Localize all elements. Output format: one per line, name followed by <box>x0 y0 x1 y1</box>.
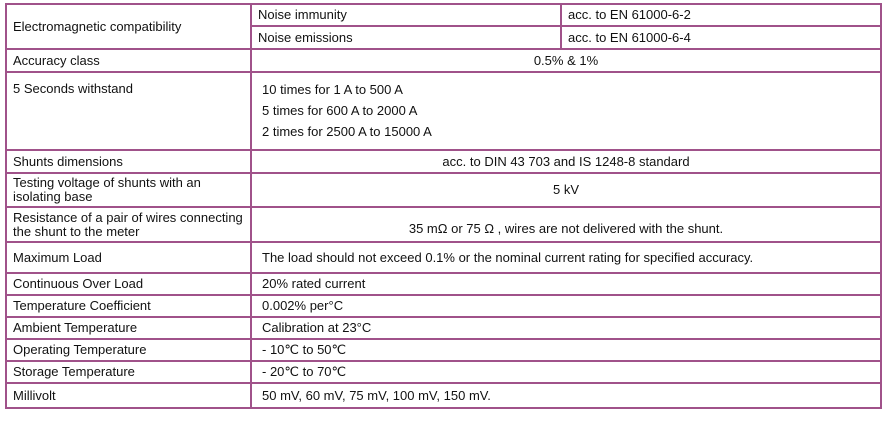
row-label-emc: Electromagnetic compatibility <box>6 4 251 49</box>
row-label-testing <box>6 173 251 207</box>
table-row <box>6 295 881 317</box>
table-row <box>6 72 881 150</box>
row-label-operating: Operating Temperature <box>6 339 251 361</box>
table-row <box>6 4 881 26</box>
table-row <box>6 150 881 173</box>
row-label-accuracy: Accuracy class <box>6 49 251 72</box>
ambient-value: Calibration at 23°C <box>251 317 881 339</box>
max-load-value: The load should not exceed 0.1% or the nominal current rating for specified accuracy. <box>251 242 881 273</box>
dimensions-value: acc. to DIN 43 703 and IS 1248-8 standard <box>251 150 881 173</box>
accuracy-value: 0.5% & 1% <box>251 49 881 72</box>
row-label-millivolt: Millivolt <box>6 383 251 408</box>
noise-emissions-value: acc. to EN 61000-6-4 <box>561 26 881 49</box>
resistance-label-text: Resistance of a pair of wires connecting the shunt to the meter <box>13 209 243 239</box>
withstand-value <box>251 72 881 150</box>
table-row <box>6 273 881 295</box>
table-row <box>6 207 881 242</box>
row-label-dimensions: Shunts dimensions <box>6 150 251 173</box>
row-label-ambient: Ambient Temperature <box>6 317 251 339</box>
table-row <box>6 317 881 339</box>
row-label-withstand: 5 Seconds withstand <box>6 72 251 150</box>
millivolt-value: 50 mV, 60 mV, 75 mV, 100 mV, 150 mV. <box>251 383 881 408</box>
row-label-max-load: Maximum Load <box>6 242 251 273</box>
table-row <box>6 339 881 361</box>
row-label-resistance <box>6 207 251 242</box>
testing-value: 5 kV <box>251 173 881 207</box>
table-row <box>6 242 881 273</box>
table-row <box>6 361 881 383</box>
over-load-value: 20% rated current <box>251 273 881 295</box>
testing-label-text: Testing voltage of shunts with an isolating base <box>13 175 201 204</box>
resistance-value: 35 mΩ or 75 Ω , wires are not delivered with the shunt. <box>251 207 881 242</box>
noise-immunity-value: acc. to EN 61000-6-2 <box>561 4 881 26</box>
specifications-table <box>5 3 882 409</box>
table-row <box>6 49 881 72</box>
row-label-temp-coeff: Temperature Coefficient <box>6 295 251 317</box>
withstand-line: 5 times for 600 A to 2000 A <box>262 103 418 118</box>
table-row <box>6 383 881 408</box>
withstand-line: 2 times for 2500 A to 15000 A <box>262 124 432 139</box>
temp-coeff-value: 0.002% per°C <box>251 295 881 317</box>
noise-immunity-label: Noise immunity <box>251 4 561 26</box>
noise-emissions-label: Noise emissions <box>251 26 561 49</box>
operating-value: - 10℃ to 50℃ <box>251 339 881 361</box>
row-label-over-load: Continuous Over Load <box>6 273 251 295</box>
row-label-storage: Storage Temperature <box>6 361 251 383</box>
storage-value: - 20℃ to 70℃ <box>251 361 881 383</box>
withstand-line: 10 times for 1 A to 500 A <box>262 82 403 97</box>
table-row <box>6 173 881 207</box>
